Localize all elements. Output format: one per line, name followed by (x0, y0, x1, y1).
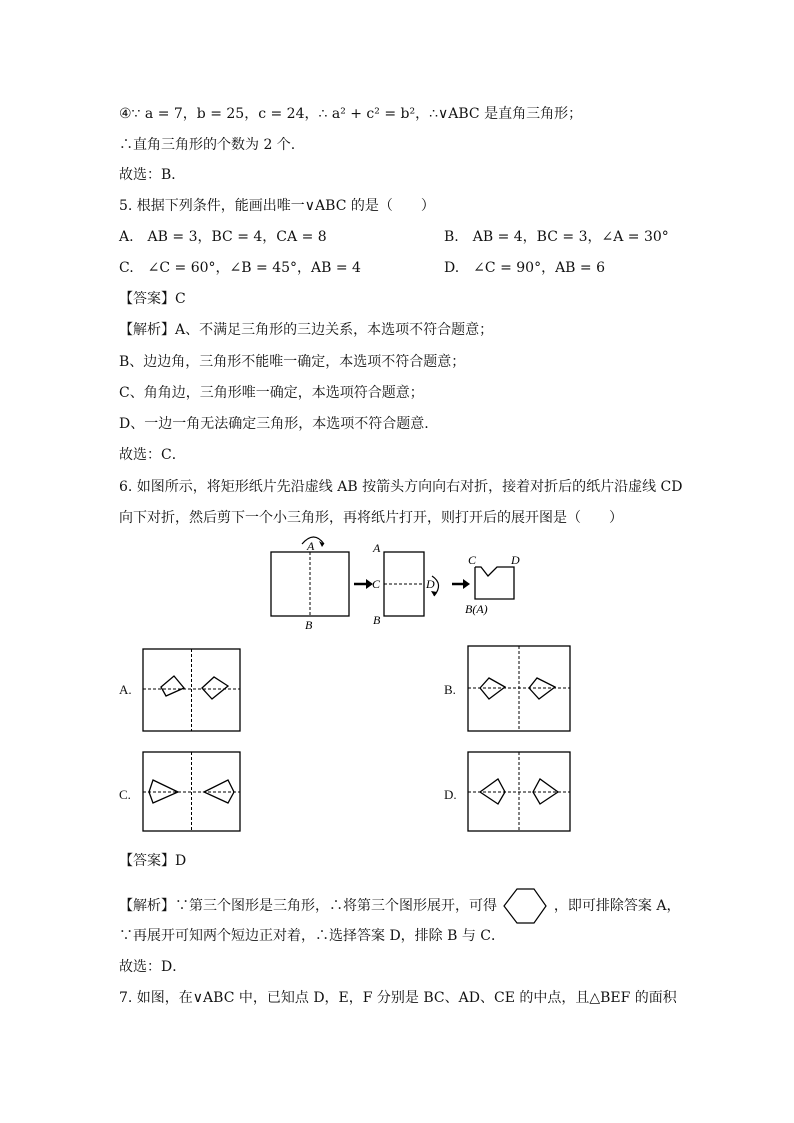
cut-shape-right (202, 677, 228, 699)
label-c-2: C (468, 553, 477, 567)
q6-option-a-label: A. (119, 682, 132, 697)
q6-stem-2: 向下对折，然后剪下一个小三角形，再将纸片打开，则打开后的展开图是（ ） (119, 510, 623, 526)
q6-option-c-label: C. (119, 787, 131, 802)
q5-answer: 【答案】C (119, 291, 186, 307)
q5-analysis-4: D、一边一角无法确定三角形，本选项不符合题意. (119, 416, 429, 432)
q7-stem: 7. 如图，在∨ABC 中，已知点 D，E，F 分别是 BC、AD、CE 的中点，且△BEF 的面积 (119, 990, 677, 1006)
q5-choice: 故选：C． (119, 447, 186, 463)
q5-option-a: A. AB = 3，BC = 4，CA = 8 (119, 229, 327, 245)
fold-arrow-1-head-icon (319, 541, 324, 547)
q6-analysis-1-post: ，即可排除答案 A， (553, 898, 681, 914)
q5-analysis-1: 【解析】A、不满足三角形的三边关系，本选项不符合题意； (119, 322, 494, 338)
q6-choice: 故选：D． (119, 959, 187, 975)
q6-analysis-2: ∵再展开可知两个短边正对着，∴选择答案 D，排除 B 与 C． (119, 928, 506, 944)
q6-option-d-figure (467, 751, 571, 833)
step-arrow-2-head-icon (463, 579, 470, 589)
folded-cut-paper (475, 567, 514, 599)
label-d: D (426, 577, 435, 591)
cut-shape-right (529, 678, 555, 699)
label-a-1: A (307, 539, 315, 553)
q4-line-2: ∴直角三角形的个数为 2 个. (119, 137, 296, 153)
q6-option-b-label: B. (444, 682, 456, 697)
folding-process-figure (262, 532, 532, 634)
label-d-2: D (511, 553, 520, 567)
pentagon-shape-icon (503, 887, 547, 925)
q6-option-b-figure (467, 645, 571, 733)
label-c: C (372, 577, 381, 591)
q5-option-d: D. ∠C = 90°，AB = 6 (444, 260, 605, 276)
q6-analysis-1 (119, 887, 680, 925)
q6-answer: 【答案】D (119, 853, 187, 869)
q5-analysis-3: C、角角边，三角形唯一确定，本选项符合题意； (119, 385, 424, 401)
q4-line-1: ④∵ a = 7，b = 25，c = 24，∴ a² + c² = b²，∴∨ABC 是直角三角形； (119, 106, 583, 122)
q5-stem: 5. 根据下列条件，能画出唯一∨ABC 的是（ ） (119, 198, 435, 214)
label-a-2: A (373, 541, 381, 555)
q6-option-a-figure (142, 648, 242, 732)
q5-option-b: B. AB = 4，BC = 3，∠A = 30° (444, 229, 669, 245)
q5-option-c: C. ∠C = 60°，∠B = 45°，AB = 4 (119, 260, 361, 276)
q5-analysis-2: B、边边角，三角形不能唯一确定，本选项不符合题意； (119, 354, 466, 370)
q6-option-c-figure (142, 751, 242, 833)
cut-shape-left (161, 676, 184, 696)
label-b-2: B (373, 613, 381, 627)
q4-choice: 故选：B． (119, 167, 186, 183)
label-b-1: B (305, 618, 313, 632)
q6-stem-1: 6. 如图所示，将矩形纸片先沿虚线 AB 按箭头方向向右对折，接着对折后的纸片沿虚线 CD (119, 479, 683, 495)
label-ba: B(A) (465, 602, 488, 616)
q6-option-d-label: D. (444, 787, 457, 802)
q6-analysis-1-pre: 【解析】∵第三个图形是三角形，∴将第三个图形展开，可得 (119, 898, 497, 914)
